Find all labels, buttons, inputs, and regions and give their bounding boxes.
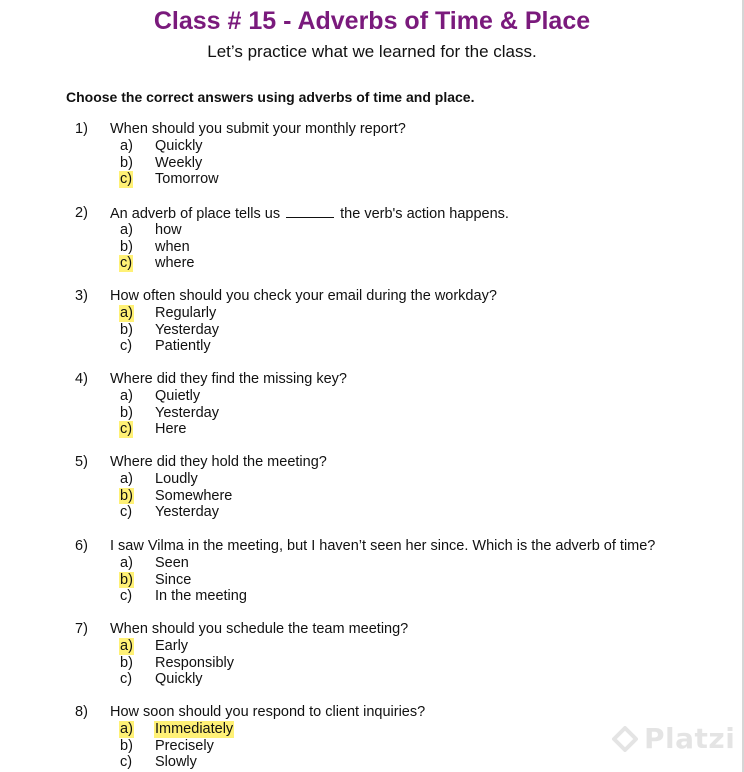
option-a[interactable] (75, 471, 735, 488)
option-letter: b) (120, 238, 133, 255)
option-letter-highlighted: a) (120, 721, 133, 737)
watermark-text: Platzi (644, 722, 736, 755)
option-letter-highlighted: b) (120, 571, 133, 588)
option-b-selected[interactable] (75, 488, 735, 505)
option-c[interactable] (75, 338, 735, 355)
fill-in-blank-line (286, 205, 334, 218)
option-letter: a) (120, 555, 133, 571)
option-a[interactable] (75, 222, 735, 239)
platzi-watermark (612, 722, 735, 755)
option-text: Since (155, 571, 192, 588)
question-1 (75, 121, 735, 188)
option-a[interactable] (75, 555, 735, 572)
option-c[interactable] (75, 504, 735, 521)
option-c[interactable] (75, 588, 735, 605)
option-letter: b) (120, 321, 133, 338)
option-letter: b) (120, 737, 133, 754)
option-text: Weekly (155, 154, 203, 171)
question-number: 6) (75, 538, 88, 554)
question-text: Where did they find the missing key? (110, 371, 347, 387)
question-text-after-blank: the verb's action happens. (340, 206, 509, 222)
option-b[interactable] (75, 655, 735, 672)
page-subtitle: Let’s practice what we learned for the class. (207, 42, 537, 61)
option-text: how (155, 222, 182, 238)
option-text: In the meeting (155, 588, 247, 605)
option-c[interactable] (75, 754, 735, 771)
option-text: Tomorrow (155, 171, 219, 188)
option-b[interactable] (75, 405, 735, 422)
option-a[interactable] (75, 138, 735, 155)
question-5 (75, 454, 735, 521)
question-text: I saw Vilma in the meeting, but I haven’t seen her since. Which is the adverb of time? (110, 538, 656, 554)
option-text: Yesterday (155, 321, 219, 338)
question-number: 5) (75, 454, 88, 470)
option-letter: a) (120, 222, 133, 238)
option-text: Seen (155, 555, 189, 571)
question-6 (75, 538, 735, 605)
question-number: 8) (75, 704, 88, 720)
option-b-selected[interactable] (75, 572, 735, 589)
option-text: Loudly (155, 471, 198, 487)
option-text: when (155, 238, 190, 255)
option-text: Somewhere (155, 487, 233, 504)
option-letter: b) (120, 654, 133, 671)
option-text: Early (155, 638, 189, 654)
question-text: When should you submit your monthly report? (110, 121, 406, 137)
option-text: Quickly (155, 138, 203, 154)
option-text: Slowly (155, 754, 197, 771)
question-7 (75, 621, 735, 688)
question-text-before-blank: An adverb of place tells us (110, 206, 281, 222)
option-letter-highlighted: a) (120, 305, 133, 321)
option-text-highlighted: Immediately (155, 721, 234, 737)
option-b[interactable] (75, 239, 735, 256)
option-letter: a) (120, 138, 133, 154)
option-a-selected[interactable] (75, 305, 735, 322)
option-text: Regularly (155, 305, 217, 321)
option-letter: b) (120, 404, 133, 421)
option-b[interactable] (75, 155, 735, 172)
option-text: Here (155, 421, 187, 438)
option-letter-highlighted: b) (120, 487, 133, 504)
instructions: Choose the correct answers using adverbs of time and place. (66, 89, 475, 105)
option-letter: c) (120, 338, 133, 355)
option-c-selected[interactable] (75, 255, 735, 272)
option-text: Patiently (155, 338, 211, 355)
option-letter: c) (120, 588, 133, 605)
option-a-selected[interactable] (75, 638, 735, 655)
option-text: Responsibly (155, 654, 234, 671)
option-letter: c) (120, 754, 133, 771)
option-a[interactable] (75, 388, 735, 405)
question-text: Where did they hold the meeting? (110, 454, 327, 470)
option-letter: b) (120, 154, 133, 171)
question-2 (75, 205, 735, 272)
question-number: 1) (75, 121, 88, 137)
option-text: Precisely (155, 737, 214, 754)
option-b[interactable] (75, 322, 735, 339)
question-number: 2) (75, 205, 88, 221)
option-letter-highlighted: a) (120, 638, 133, 654)
option-letter-highlighted: c) (120, 171, 133, 188)
question-number: 3) (75, 288, 88, 304)
option-text: Yesterday (155, 504, 219, 521)
option-c[interactable] (75, 671, 735, 688)
option-letter-highlighted: c) (120, 421, 133, 438)
question-text (110, 205, 509, 223)
option-letter: a) (120, 388, 133, 404)
question-3 (75, 288, 735, 355)
option-letter: a) (120, 471, 133, 487)
option-text: Quickly (155, 671, 203, 688)
option-c-selected[interactable] (75, 171, 735, 188)
page-title: Class # 15 - Adverbs of Time & Place (153, 7, 591, 35)
question-text: How often should you check your email during the workday? (110, 288, 497, 304)
option-text: Quietly (155, 388, 201, 404)
option-c-selected[interactable] (75, 421, 735, 438)
question-text: When should you schedule the team meeting? (110, 621, 409, 637)
option-letter: c) (120, 504, 133, 521)
option-letter: c) (120, 671, 133, 688)
question-number: 4) (75, 371, 88, 387)
question-text: How soon should you respond to client inquiries? (110, 704, 426, 720)
option-text: Yesterday (155, 404, 219, 421)
question-number: 7) (75, 621, 88, 637)
option-letter-highlighted: c) (120, 255, 133, 272)
question-4 (75, 371, 735, 438)
option-text: where (155, 255, 195, 272)
platzi-logo-icon (612, 726, 638, 752)
